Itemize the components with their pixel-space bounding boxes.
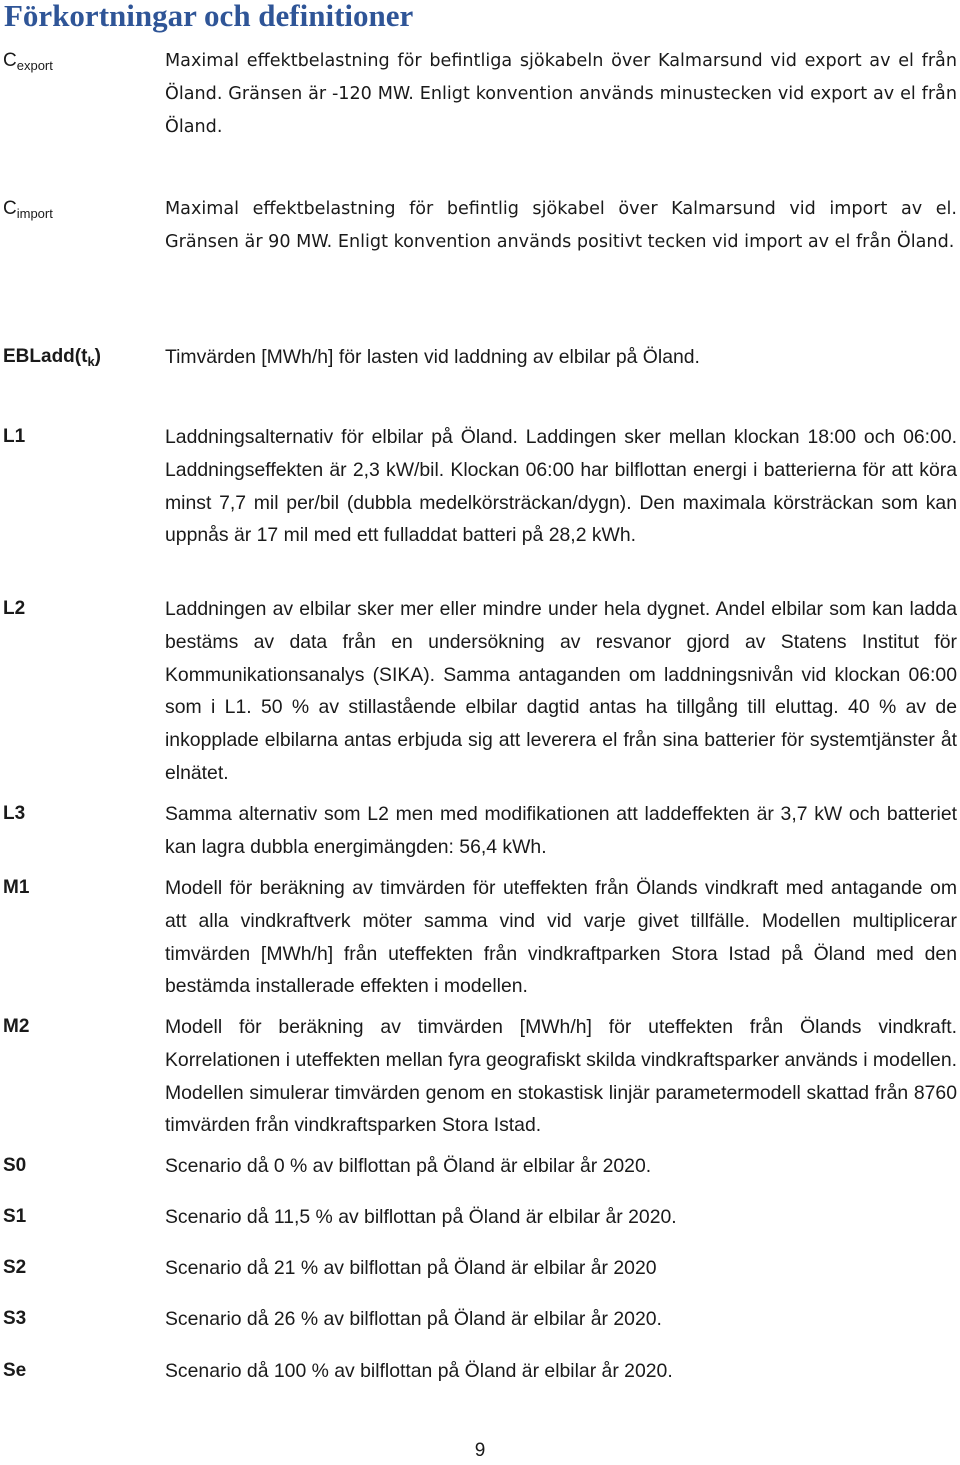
definition-text: Laddningen av elbilar sker mer eller mindre under hela dygnet. Andel elbilar som kan ladda bestäms av data från en undersökning av resvanor gjord av Statens Institut för Kommunikationsanalys (SIKA). Samma antaganden om laddningsnivån vid klockan 06:00 som i L1. 50 % av stillastående elbilar dagtid antas ha tillgång till eluttag. 40 % av de inkopplade elbilarna antas erbjuda sig att leverera el från sina batterier för systemtjänster åt elnätet. (165, 598, 957, 784)
definition-term: $C_{export}$ (3, 50, 53, 73)
definition-text: Modell för beräkning av timvärden [MWh/h] för uteffekten från Ölands vindkraft. Korrelationen i uteffekten mellan fyra geografiskt skilda vindkraftsparker används i modellen. Modellen simulerar timvärden genom en stokastisk linjär parametermodell skattad från 8760 timvärden från vindkraftsparken Stora Istad. (165, 1016, 957, 1137)
definition-term: M1 (3, 877, 30, 898)
definition-term: M2 (3, 1016, 30, 1037)
definition-text: Maximal effektbelastning för befintliga sjökabeln över Kalmarsund vid export av el från Öland. Gränsen är -120 MW. Enligt konvention används minustecken vid export av el från Öland. (165, 51, 957, 137)
definition-text: Laddningsalternativ för elbilar på Öland. Laddingen sker mellan klockan 18:00 och 06:00. Laddningseffekten är 2,3 kW/bil. Klockan 06:00 har bilflottan energi i batterierna för att köra minst 7,7 mil per/bil (dubbla medelkörsträckan/dygn). Den maximala körsträckan som kan uppnås är 17 mil med ett fulladdat batteri på 28,2 kWh. (165, 426, 957, 547)
definition-text: Samma alternativ som L2 men med modifikationen att laddeffekten är 3,7 kW och batteriet kan lagra dubbla energimängden: 56,4 kWh. (165, 803, 957, 858)
definition-text: Scenario då 26 % av bilflottan på Öland är elbilar år 2020. (165, 1308, 662, 1330)
definition-term: $C_{import}$ (3, 198, 53, 221)
definition-term: S1 (3, 1206, 27, 1227)
definition-text: Timvärden [MWh/h] för lasten vid laddning av elbilar på Öland. (165, 346, 700, 368)
definition-term: S0 (3, 1155, 27, 1176)
definition-text: Scenario då 100 % av bilflottan på Öland är elbilar år 2020. (165, 1360, 673, 1382)
definition-text: Scenario då 0 % av bilflottan på Öland är elbilar år 2020. (165, 1155, 652, 1177)
definition-term: L1 (3, 426, 26, 447)
definition-term: S2 (3, 1257, 27, 1278)
definition-term: L3 (3, 803, 26, 824)
definition-text: Maximal effektbelastning för befintlig sjökabel över Kalmarsund vid import av el. Gränsen är 90 MW. Enligt konvention används positivt tecken vid import av el från Öland. (165, 199, 957, 252)
definition-term: Se (3, 1360, 27, 1381)
page-title: Förkortningar och definitioner (4, 0, 414, 33)
definition-text: Scenario då 21 % av bilflottan på Öland är elbilar år 2020 (165, 1257, 657, 1279)
definition-text: Scenario då 11,5 % av bilflottan på Öland är elbilar år 2020. (165, 1206, 677, 1228)
definition-term: $EBLadd(t_k)$ (3, 346, 101, 369)
page-number: 9 (474, 1440, 486, 1461)
definition-term: S3 (3, 1308, 27, 1329)
definition-text: Modell för beräkning av timvärden för uteffekten från Ölands vindkraft med antagande om att alla vindkraftverk möter samma vind vid varje givet tillfälle. Modellen multiplicerar timvärden [MWh/h] från uteffekten från vindkraftparken Stora Istad på Öland med den bestämda installerade effekten i modellen. (165, 877, 957, 998)
definition-term: L2 (3, 598, 26, 619)
